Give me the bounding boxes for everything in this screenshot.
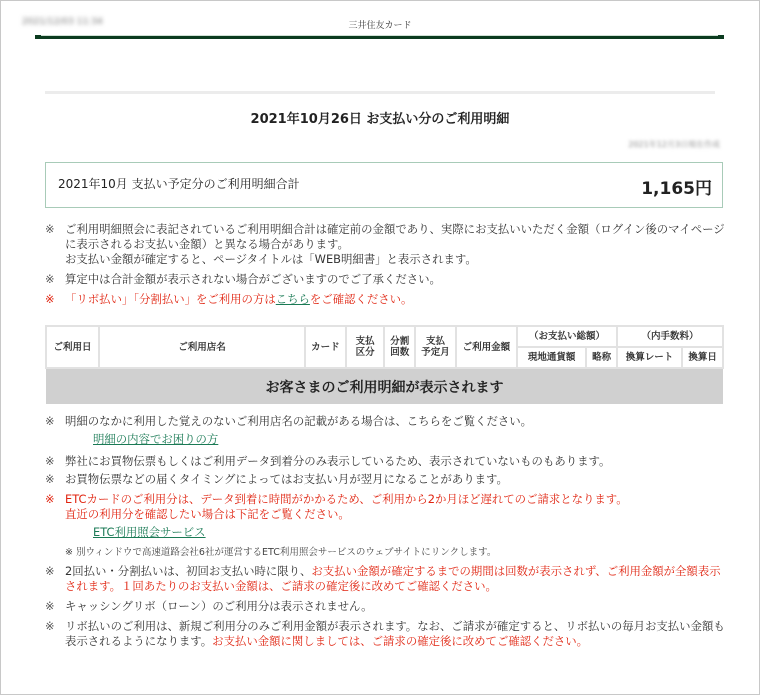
col-abbrev: 略称 xyxy=(586,347,617,368)
col-card: カード xyxy=(305,326,346,368)
statement-trouble-link[interactable]: 明細の内容でお困りの方 xyxy=(93,432,219,446)
col-pay-type: 支払 区分 xyxy=(346,326,385,368)
col-date: ご利用日 xyxy=(46,326,99,368)
note-installment: ※ 2回払い・分割払いは、初回お支払い時に限り、お支払い金額が確定するまでの期間は回数が表示されず、ご利用金額が全額表示されます。１回あたりのお支払い金額は、ご請求の確定後に改めてご確認ください。 xyxy=(45,564,721,593)
col-rate: 換算レート xyxy=(617,347,682,368)
note-cashing: ※ キャッシングリボ（ローン）のご利用分は表示されません。 xyxy=(45,599,373,613)
print-datetime: 2021/12/03 11:34 xyxy=(22,17,103,27)
note-etc: ※ ETCカードのご利用分は、データ到着に時間がかかるため、ご利用から2か月ほど遅れてのご請求となります。 直近の利用分を確認したい場合は下記をご覧ください。 xyxy=(45,492,628,521)
col-installments: 分割 回数 xyxy=(384,326,415,368)
total-amount: 1,165円 xyxy=(641,179,712,199)
note-calculating: ※ 算定中は合計金額が表示されない場合がございますのでご了承ください。 xyxy=(45,272,441,286)
revo-installment-link[interactable]: こちら xyxy=(275,292,310,306)
unknown-store-link-row xyxy=(45,432,725,447)
brand-header-bar xyxy=(35,35,724,39)
note-provisional-amount: ※ ご利用明細照会に表記されているご利用明細合計は確定前の金額であり、実際にお支払いいただく金額（ログイン後のマイページに表示されるお支払い金額）と異なる場合があります。 お支払い金額が確定すると、ページタイトルは「WEB明細書」と表示されます。 xyxy=(45,222,725,266)
note-slip-only: ※ 弊社にお買物伝票もしくはご利用データ到着分のみ表示しているため、表示されていないものもあります。 xyxy=(45,454,611,468)
issued-date: 2021年12月3日現在作成 xyxy=(628,140,720,149)
statement-table xyxy=(45,325,724,404)
note-revo-installment: ※ 「リボ払い」「分割払い」をご利用の方はこちらをご確認ください。 xyxy=(45,292,413,306)
note-revo: ※ リボ払いのご利用は、新規ご利用分のみご利用金額が表示されます。なお、ご請求が確定すると、リボ払いの毎月お支払い金額も表示されるようになります。お支払い金額に関しましては、ご請求の確定後に改めてご確認ください。 xyxy=(45,619,725,648)
note-unknown-store: ※ 明細のなかに利用した覚えのないご利用店名の記載がある場合は、こちらをご覧ください。 xyxy=(45,414,533,428)
top-notes xyxy=(45,222,725,312)
col-amount: ご利用金額 xyxy=(456,326,517,368)
empty-statement-message: お客さまのご利用明細が表示されます xyxy=(46,368,723,404)
col-pay-month: 支払 予定月 xyxy=(415,326,456,368)
col-conv-date: 換算日 xyxy=(682,347,723,368)
note-next-month: ※ お買物伝票などの届くタイミングによってはお支払い月が翌月になることがあります。 xyxy=(45,472,508,486)
col-group-total: （お支払い総額） xyxy=(517,326,617,347)
etc-external-note: ※ 別ウィンドウで高速道路会社6社が運営するETC利用照会サービスのウェブサイトにリンクします。 xyxy=(65,547,497,558)
etc-link-row xyxy=(45,525,725,540)
divider xyxy=(45,91,715,94)
col-local-amount: 現地通貨額 xyxy=(517,347,586,368)
etc-service-link[interactable]: ETC利用照会サービス xyxy=(93,525,206,539)
site-name: 三井住友カード xyxy=(348,21,412,31)
total-label: 2021年10月 支払い予定分のご利用明細合計 xyxy=(58,177,300,191)
statement-total-box xyxy=(45,162,723,208)
col-group-fee: （内手数料） xyxy=(617,326,723,347)
bottom-notes xyxy=(45,414,725,654)
col-store: ご利用店名 xyxy=(99,326,305,368)
page-title: 2021年10月26日 お支払い分のご利用明細 xyxy=(250,112,510,127)
print-header xyxy=(0,0,760,40)
